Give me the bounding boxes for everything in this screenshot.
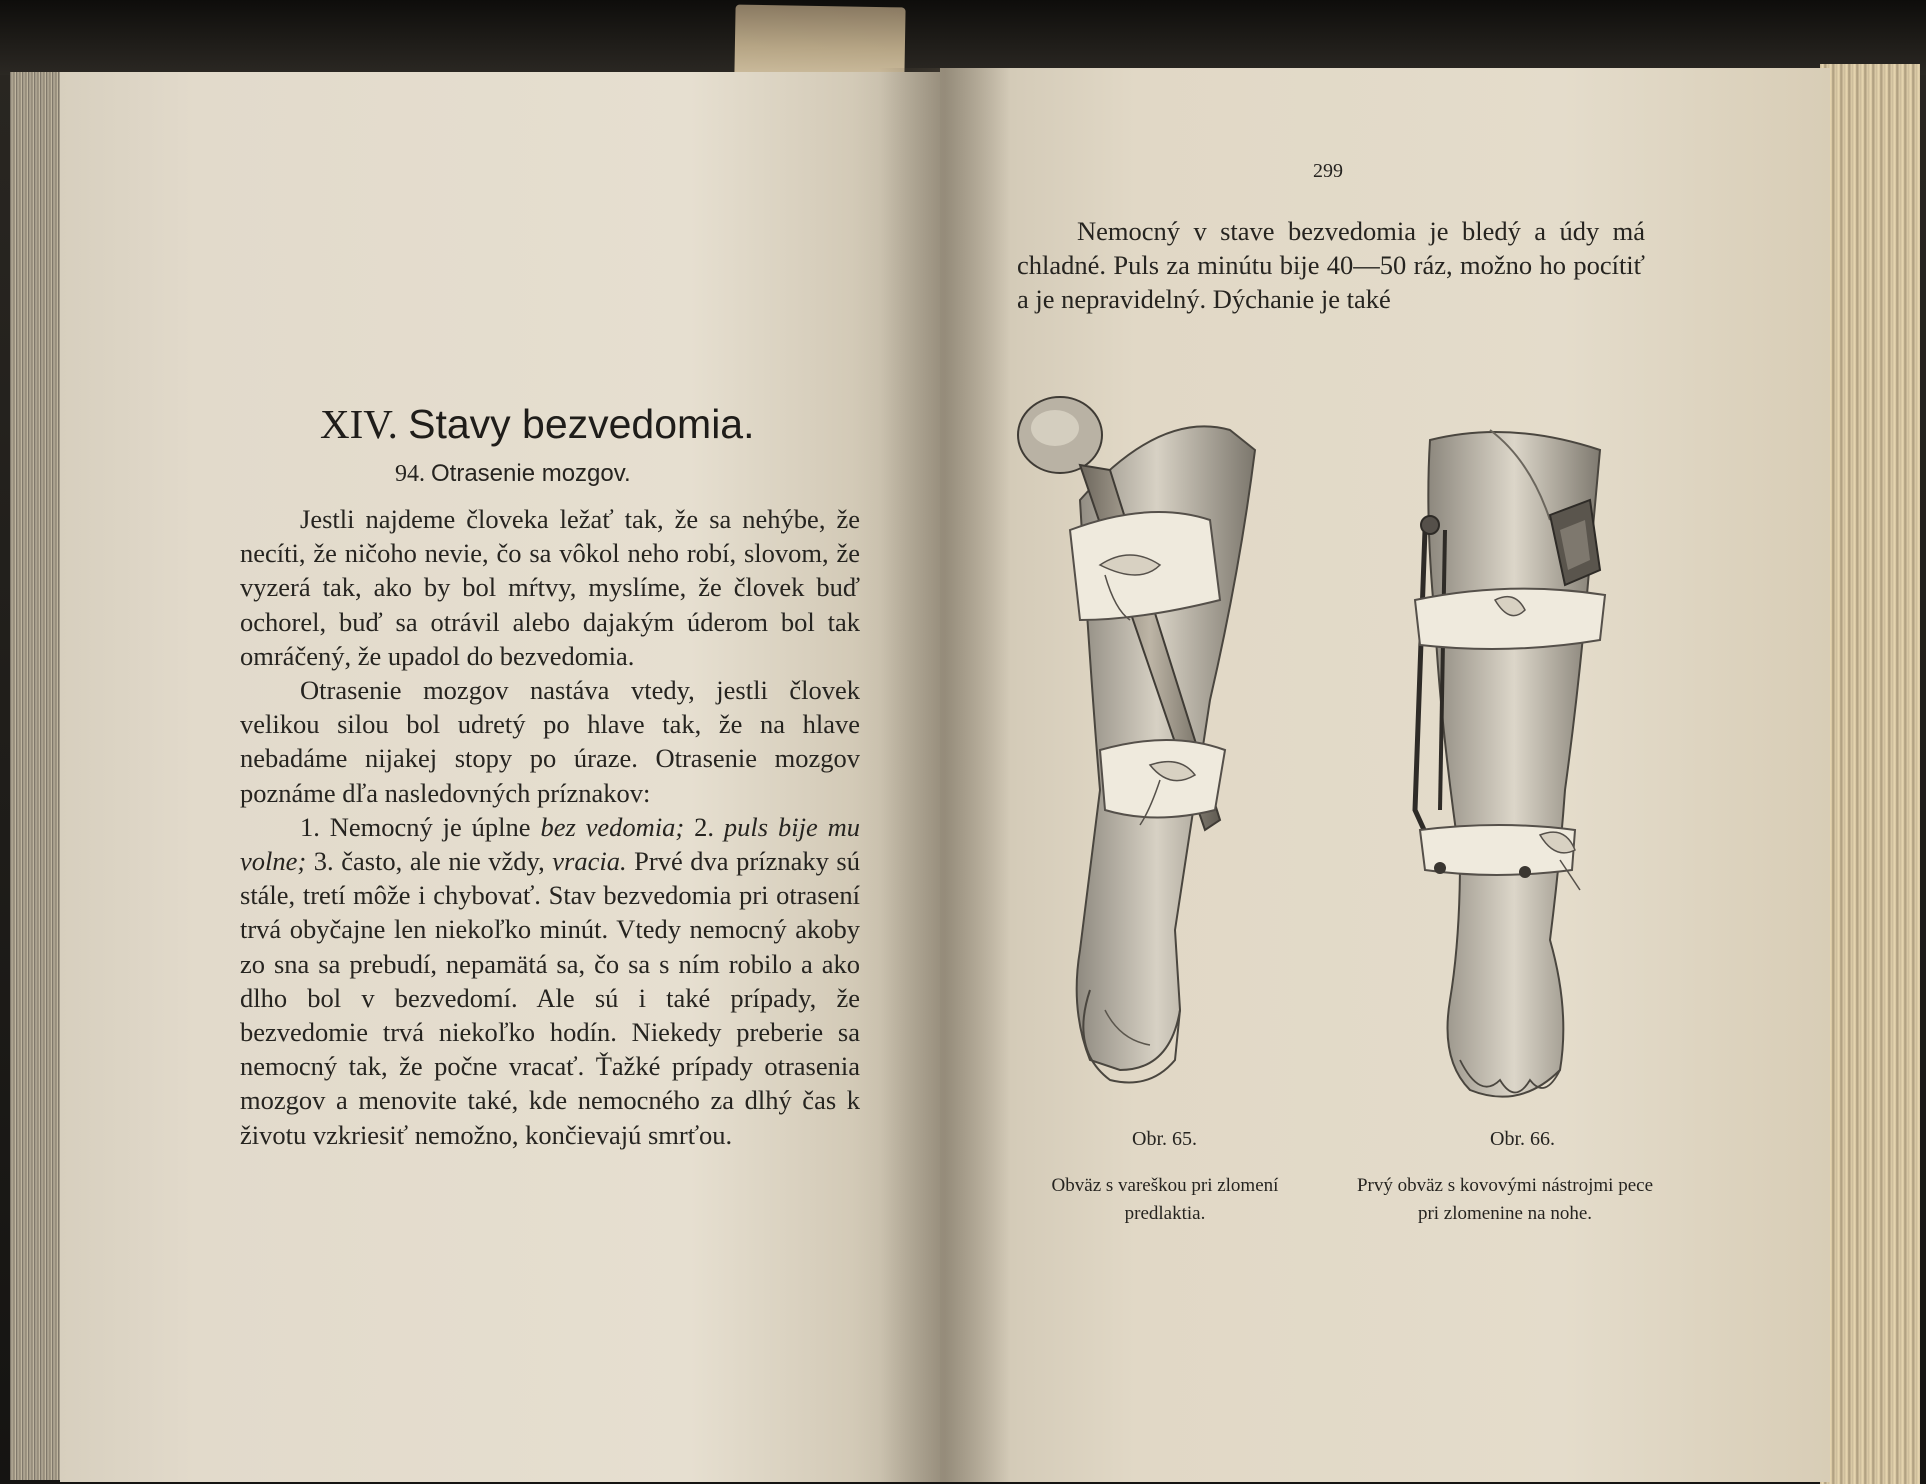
figure-66-caption: Prvý obväz s kovovými nástrojmi pece pri zlomenine na nohe.	[1356, 1175, 1654, 1224]
paragraph: Nemocný v stave bezvedomia je bledý a údy má chladné. Puls za minútu bije 40—50 ráz, možno ho pocítiť a je nepravidelný. Dýchanie je také	[1017, 216, 1645, 314]
text-run: 2.	[684, 811, 724, 842]
right-page-edges	[1820, 64, 1920, 1484]
figure-65-arm-illustration	[1010, 370, 1330, 1100]
section-title	[395, 460, 631, 488]
figure-66-label: Obr. 66.	[1490, 1128, 1555, 1150]
figure-66-leg-illustration	[1400, 420, 1640, 1110]
bookmark-ribbon	[734, 5, 905, 78]
chapter-name: Stavy bezvedomia.	[408, 401, 755, 447]
figure-65-caption: Obväz s vareškou pri zlomení predlaktia.	[1051, 1175, 1279, 1224]
italic-run: puls bije mu volne;	[240, 811, 860, 877]
text-run: 3. často, ale nie vždy,	[306, 846, 553, 877]
text-run: Prvé dva príznaky sú stále, tretí môže i chybovať. Stav bezvedomia pri otrasení trvá obyčajne len niekoľko minút. Vtedy nemocný akoby zo sna sa prebudí, nepamätá sa, čo sa s ním robilo a ako dlho bol v bezvedomí. Ale sú i také prípady, že bezvedomie trvá niekoľko hodín. Niekedy preberie sa nemocný tak, že počne vracať. Ťažké prípady otrasenia mozgov a menovite také, kde nemocného za dlhý čas k životu vzkriesiť nemožno, končievajú smrťou.	[240, 846, 860, 1150]
italic-run: bez vedomia;	[540, 811, 685, 842]
chapter-roman: XIV.	[320, 401, 398, 447]
section-number: 94.	[395, 461, 425, 487]
page-number: 299	[1313, 160, 1343, 182]
figure-65-label: Obr. 65.	[1132, 1128, 1197, 1150]
section-name: Otrasenie mozgov.	[431, 460, 631, 487]
left-body-text	[240, 502, 860, 1152]
paragraph: Otrasenie mozgov nastáva vtedy, jestli človek velikou silou bol udretý po hlave tak, že na hlave nebadáme nijakej stopy po úraze. Otrasenie mozgov poznáme dľa nasledovných príznakov:	[240, 675, 860, 808]
paragraph: Jestli najdeme človeka ležať tak, že sa nehýbe, že necíti, že ničoho nevie, čo sa vôkol neho robí, slovom, že vyzerá tak, ako by bol mŕtvy, myslíme, že človek buď ochorel, buď sa otrávil alebo dajakým úderom bol tak omráčený, že upadol do bezvedomia.	[240, 504, 860, 671]
paragraph	[240, 810, 860, 1152]
top-shadow	[0, 0, 1926, 75]
chapter-title	[320, 400, 790, 448]
italic-run: vracia.	[552, 846, 627, 877]
text-run: 1. Nemocný je úplne	[300, 811, 541, 842]
right-body-text	[1017, 214, 1645, 316]
